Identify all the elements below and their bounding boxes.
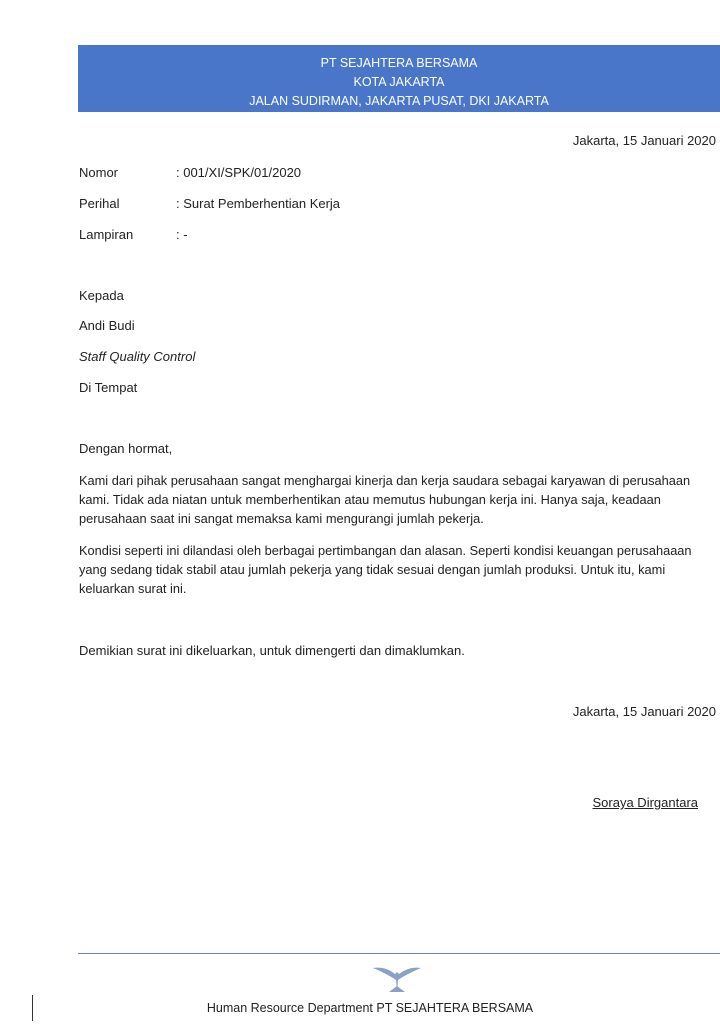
- lampiran-value: : -: [176, 227, 188, 242]
- letterhead-banner: [78, 45, 720, 112]
- company-address: JALAN SUDIRMAN, JAKARTA PUSAT, DKI JAKARTA: [249, 94, 549, 108]
- bird-logo-icon: [371, 962, 423, 998]
- lampiran-label: Lampiran: [79, 227, 134, 242]
- signature-date: Jakarta, 15 Januari 2020: [572, 704, 716, 719]
- recipient-place: Di Tempat: [79, 380, 138, 395]
- closing-sentence: Demikian surat ini dikeluarkan, untuk dimengerti dan dimaklumkan.: [79, 643, 465, 658]
- perihal-label: Perihal: [79, 196, 120, 211]
- body-paragraph-2: Kondisi seperti ini dilandasi oleh berbagai pertimbangan dan alasan. Seperti kondisi keuangan perusahaaan yang sedang tidak stabil atau jumlah pekerja yang tidak sesuai dengan jumlah produksi. Untuk itu, kami keluarkan surat ini.: [79, 543, 692, 596]
- greeting: Dengan hormat,: [79, 441, 173, 456]
- letter-date: Jakarta, 15 Januari 2020: [572, 133, 716, 148]
- recipient-position: Staff Quality Control: [79, 349, 196, 364]
- perihal-value: : Surat Pemberhentian Kerja: [176, 196, 341, 211]
- recipient-to: Kepada: [79, 288, 124, 303]
- text-cursor: [32, 995, 33, 1021]
- company-city: KOTA JAKARTA: [353, 75, 445, 89]
- company-name: PT SEJAHTERA BERSAMA: [320, 56, 478, 70]
- recipient-name: Andi Budi: [79, 318, 135, 333]
- footer-text: Human Resource Department PT SEJAHTERA BERSAMA: [206, 1001, 534, 1015]
- nomor-value: : 001/XI/SPK/01/2020: [176, 165, 302, 180]
- body-paragraph-1: Kami dari pihak perusahaan sangat menghargai kinerja dan kerja saudara sebagai karyawan di perusahaan kami. Tidak ada niatan untuk memberhentikan atau memutus hubungan kerja ini. Hanya saja, keadaan perusahaan saat ini sangat memaksa kami mengurangi jumlah pekerja.: [79, 473, 691, 526]
- footer-divider: [78, 953, 720, 954]
- signer-name: Soraya Dirgantara: [592, 795, 698, 810]
- nomor-label: Nomor: [79, 165, 119, 180]
